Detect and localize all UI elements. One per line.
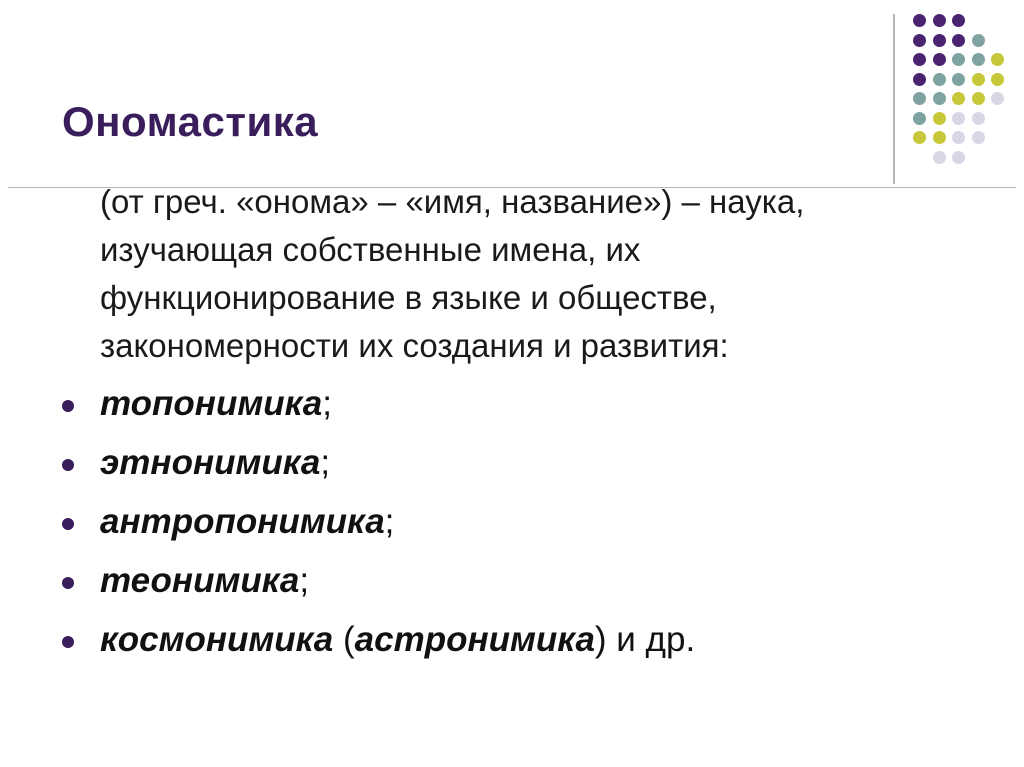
decorative-dot bbox=[952, 14, 965, 27]
term-suffix: ; bbox=[320, 443, 331, 482]
bullet-dot-icon bbox=[62, 577, 74, 589]
definition-line: (от греч. «онома» – «имя, название») – наука, bbox=[100, 183, 805, 220]
decorative-dot bbox=[991, 92, 1004, 105]
list-item bbox=[0, 610, 1024, 669]
term-paren-open: ( bbox=[333, 620, 355, 659]
decorative-dot bbox=[952, 34, 965, 47]
definition-line: изучающая собственные имена, их bbox=[100, 231, 641, 268]
list-item bbox=[0, 374, 1024, 433]
bullet-text bbox=[100, 433, 330, 492]
decorative-dot bbox=[933, 92, 946, 105]
decorative-dot bbox=[913, 53, 926, 66]
definition-line: функционирование в языке и обществе, bbox=[100, 279, 717, 316]
bullet-dot-icon bbox=[62, 400, 74, 412]
bullet-text bbox=[100, 551, 309, 610]
decorative-dot bbox=[952, 53, 965, 66]
decorative-dot bbox=[952, 131, 965, 144]
term-suffix: ; bbox=[384, 502, 395, 541]
decorative-dot bbox=[913, 34, 926, 47]
decorative-dot bbox=[913, 92, 926, 105]
bullet-dot-icon bbox=[62, 459, 74, 471]
decorative-dot bbox=[933, 131, 946, 144]
decorative-dot bbox=[952, 92, 965, 105]
bullet-text bbox=[100, 374, 332, 433]
decorative-dot bbox=[933, 151, 946, 164]
decorative-dot bbox=[972, 34, 985, 47]
decorative-dot bbox=[933, 73, 946, 86]
term: космонимика bbox=[100, 620, 334, 659]
decorative-dot bbox=[933, 14, 946, 27]
bullet-text bbox=[100, 610, 695, 669]
decorative-dot bbox=[913, 73, 926, 86]
bullet-dot-icon bbox=[62, 518, 74, 530]
definition-line: закономерности их создания и развития: bbox=[100, 327, 729, 364]
slide-title: Ономастика bbox=[62, 98, 319, 145]
bullet-dot-icon bbox=[62, 636, 74, 648]
term-alternate: астронимика bbox=[354, 620, 595, 659]
term: этнонимика bbox=[100, 443, 321, 482]
decorative-dot bbox=[972, 92, 985, 105]
term: топонимика bbox=[100, 384, 323, 423]
list-item bbox=[0, 492, 1024, 551]
list-item bbox=[0, 551, 1024, 610]
decorative-dot bbox=[913, 112, 926, 125]
bullet-list bbox=[0, 374, 1024, 669]
decorative-dot bbox=[972, 73, 985, 86]
decorative-dot bbox=[913, 131, 926, 144]
term: антропонимика bbox=[100, 502, 385, 541]
decorative-dot bbox=[933, 34, 946, 47]
bullet-text bbox=[100, 492, 394, 551]
vertical-rule bbox=[893, 14, 895, 184]
decorative-dot bbox=[952, 151, 965, 164]
list-item bbox=[0, 433, 1024, 492]
term-suffix: ; bbox=[322, 384, 332, 423]
decorative-dot bbox=[952, 112, 965, 125]
decorative-dot bbox=[972, 131, 985, 144]
term-suffix: ; bbox=[299, 561, 310, 600]
term-suffix: ) и др. bbox=[594, 620, 696, 659]
term: теонимика bbox=[100, 561, 300, 600]
decorative-dot bbox=[913, 14, 926, 27]
decorative-dot bbox=[952, 73, 965, 86]
definition-paragraph bbox=[100, 178, 980, 370]
decorative-dot bbox=[933, 53, 946, 66]
decorative-dot bbox=[972, 53, 985, 66]
decorative-dot bbox=[991, 73, 1004, 86]
decorative-dot bbox=[991, 53, 1004, 66]
decorative-dot bbox=[972, 112, 985, 125]
decorative-dot bbox=[933, 112, 946, 125]
